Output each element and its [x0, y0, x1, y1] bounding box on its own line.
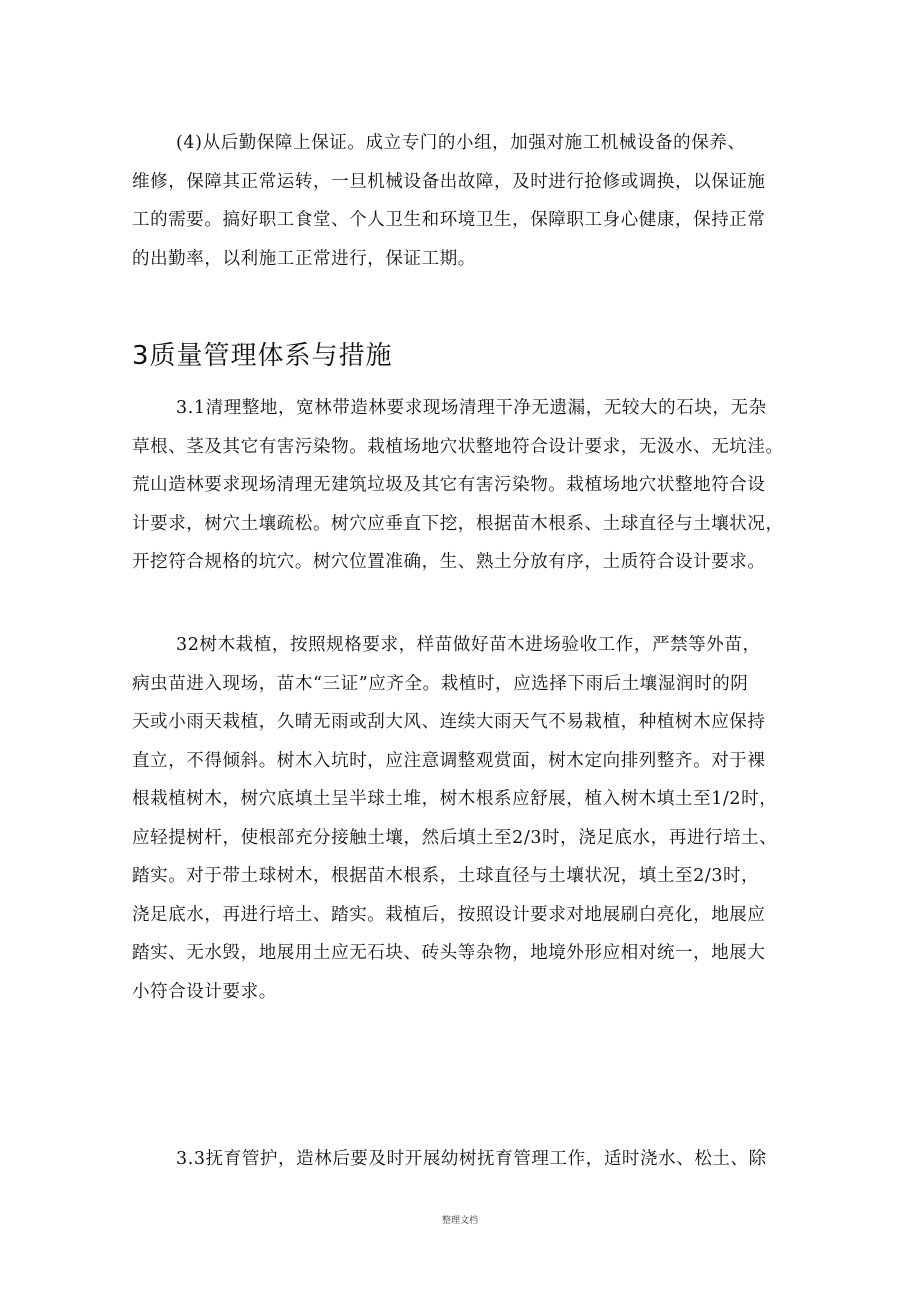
paragraph-line: 计要求，树穴土壤疏松。树穴应垂直下挖，根据苗木根系、土球直径与土壤状况，: [132, 513, 784, 534]
paragraph-line: 踏实。对于带土球树木，根据苗木根系，土球直径与土壤状况，填土至2/3时，: [132, 866, 760, 886]
paragraph-line: 直立，不得倾斜。树木入坑时，应注意调整观赏面，树木定向排列整齐。对于裸: [132, 750, 766, 771]
paragraph-line: 3.1清理整地，宽林带造林要求现场清理干净无遗漏，无较大的石块，无杂: [176, 398, 767, 418]
paragraph-line: 开挖符合规格的坑穴。树穴位置准确，生、熟土分放有序，土质符合设计要求。: [132, 552, 766, 572]
paragraph-line: 应轻提树杆，使根部充分接触土壤，然后填土至2/3时，浇足底水，再进行培土、: [132, 827, 778, 848]
paragraph-line: (4)从后勤保障上保证。成立专门的小组，加强对施工机械设备的保养、: [176, 133, 746, 153]
section-heading: 3质量管理体系与措施: [132, 341, 393, 371]
paragraph-3-1: [132, 389, 792, 582]
paragraph-line: 根栽植树木，树穴底填土呈半球土堆，树木根系应舒展，植入树木填土至1/2时，: [132, 789, 778, 809]
paragraph-line: 荒山造林要求现场清理无建筑垃圾及其它有害污染物。栽植场地穴状整地符合设: [132, 475, 766, 495]
paragraph-line: 维修，保障其正常运转，一旦机械设备出故障，及时进行抢修或调换，以保证施: [132, 171, 766, 192]
paragraph-line: 浇足底水，再进行培土、踏实。栽植后，按照设计要求对地展刷白亮化，地展应: [132, 904, 766, 925]
paragraph-line: 踏实、无水毁，地展用土应无石块、砖头等杂物，地境外形应相对统一，地展大: [132, 943, 766, 963]
paragraph-line: 3.3抚育管护，造林后要及时开展幼树抚育管理工作，适时浇水、松土、除: [176, 1149, 767, 1169]
paragraph-line: 草根、茎及其它有害污染物。栽植场地穴状整地符合设计要求，无汲水、无坑洼。: [132, 436, 784, 457]
paragraph-3-2: [132, 626, 792, 1011]
paragraph-line: 天或小雨天栽植，久晴无雨或刮大风、连续大雨天气不易栽植，种植树木应保持: [132, 712, 766, 732]
paragraph-line: 32树木栽植，按照规格要求，样苗做好苗木进场验收工作，严禁等外苗，: [176, 635, 761, 655]
paragraph-4: [132, 124, 792, 278]
paragraph-line: 工的需要。搞好职工食堂、个人卫生和环境卫生，保障职工身心健康，保持正常: [132, 210, 766, 230]
paragraph-line: 病虫苗进入现场，苗木“三证”应齐全。栽植时，应选择下雨后土壤湿润时的阴: [132, 673, 749, 694]
paragraph-line: 小符合设计要求。: [132, 981, 277, 1002]
page-footer: 整理文档: [441, 1216, 478, 1226]
paragraph-line: 的出勤率，以利施工正常进行，保证工期。: [132, 248, 476, 269]
paragraph-3-3: [132, 1140, 792, 1179]
